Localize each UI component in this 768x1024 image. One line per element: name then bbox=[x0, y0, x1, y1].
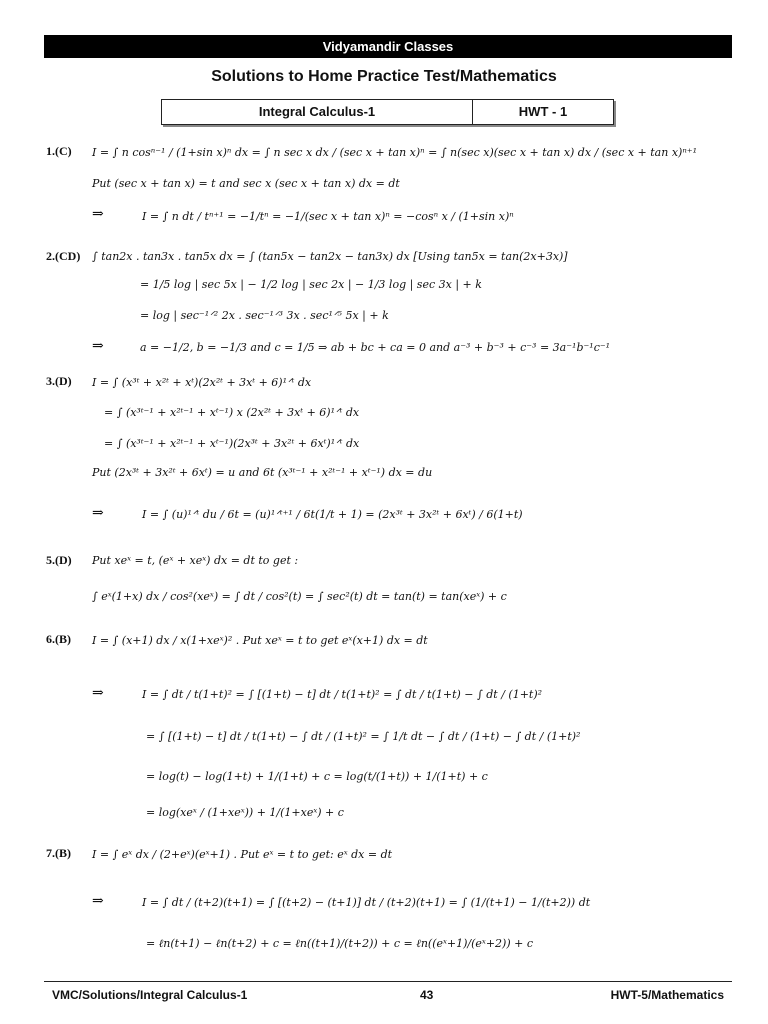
math-line: = log(xeˣ / (1+xeˣ)) + 1/(1+xeˣ) + c bbox=[146, 806, 344, 819]
math-line: I = ∫ eˣ dx / (2+eˣ)(eˣ+1) . Put eˣ = t to get: eˣ dx = dt bbox=[92, 848, 393, 861]
implies-arrow: ⇒ bbox=[92, 893, 104, 909]
math-line: I = ∫ dt / t(1+t)² = ∫ [(1+t) − t] dt / t(1+t)² = ∫ dt / t(1+t) − ∫ dt / (1+t)² bbox=[142, 688, 543, 701]
math-line: ∫ eˣ(1+x) dx / cos²(xeˣ) = ∫ dt / cos²(t) = ∫ sec²(t) dt = tan(t) = tan(xeˣ) + c bbox=[92, 590, 507, 603]
math-line: I = ∫ n dt / tⁿ⁺¹ = −1/tⁿ = −1/(sec x + tan x)ⁿ = −cosⁿ x / (1+sin x)ⁿ bbox=[142, 210, 514, 223]
implies-arrow: ⇒ bbox=[92, 685, 104, 701]
problem-number: 1.(C) bbox=[46, 144, 72, 158]
math-line: I = ∫ n cosⁿ⁻¹ / (1+sin x)ⁿ dx = ∫ n sec x dx / (sec x + tan x)ⁿ = ∫ n(sec x)(sec x + tan x) dx / (sec x + tan x)ⁿ⁺¹ bbox=[92, 146, 697, 159]
header-bar bbox=[44, 35, 732, 58]
problem-number: 3.(D) bbox=[46, 374, 72, 388]
math-line: a = −1/2, b = −1/3 and c = 1/5 ⇒ ab + bc + ca = 0 and a⁻³ + b⁻³ + c⁻³ = 3a⁻¹b⁻¹c⁻¹ bbox=[140, 341, 611, 354]
topic-name: Integral Calculus-1 bbox=[162, 100, 473, 124]
math-line: ∫ tan2x . tan3x . tan5x dx = ∫ (tan5x − tan2x − tan3x) dx [Using tan5x = tan(2x+3x)] bbox=[92, 250, 568, 263]
math-line: I = ∫ dt / (t+2)(t+1) = ∫ [(t+2) − (t+1)] dt / (t+2)(t+1) = ∫ (1/(t+1) − 1/(t+2)) dt bbox=[142, 896, 591, 909]
math-line: = ∫ (x³ᵗ⁻¹ + x²ᵗ⁻¹ + xᵗ⁻¹) x (2x²ᵗ + 3xᵗ + 6)¹ᐟᵗ dx bbox=[104, 406, 360, 419]
topic-box bbox=[161, 99, 614, 125]
footer-left: VMC/Solutions/Integral Calculus-1 bbox=[52, 988, 248, 1002]
implies-arrow: ⇒ bbox=[92, 206, 104, 222]
implies-arrow: ⇒ bbox=[92, 505, 104, 521]
math-line: Put (2x³ᵗ + 3x²ᵗ + 6xᵗ) = u and 6t (x³ᵗ⁻¹ + x²ᵗ⁻¹ + xᵗ⁻¹) dx = du bbox=[92, 466, 433, 479]
math-line: = ℓn(t+1) − ℓn(t+2) + c = ℓn((t+1)/(t+2)) + c = ℓn((eˣ+1)/(eˣ+2)) + c bbox=[146, 937, 533, 950]
problem-number: 6.(B) bbox=[46, 632, 71, 646]
page-number: 43 bbox=[420, 988, 434, 1002]
problem-number: 2.(CD) bbox=[46, 249, 81, 263]
math-line: = 1/5 log | sec 5x | − 1/2 log | sec 2x | − 1/3 log | sec 3x | + k bbox=[140, 278, 482, 291]
math-line: I = ∫ (x³ᵗ + x²ᵗ + xᵗ)(2x²ᵗ + 3xᵗ + 6)¹ᐟᵗ dx bbox=[92, 376, 312, 389]
math-line: Put (sec x + tan x) = t and sec x (sec x + tan x) dx = dt bbox=[92, 177, 400, 190]
institute-name: Vidyamandir Classes bbox=[322, 39, 454, 54]
math-line: I = ∫ (x+1) dx / x(1+xeˣ)² . Put xeˣ = t to get eˣ(x+1) dx = dt bbox=[92, 634, 428, 647]
footer-right: HWT-5/Mathematics bbox=[610, 988, 724, 1002]
problem-number: 5.(D) bbox=[46, 553, 72, 567]
implies-arrow: ⇒ bbox=[92, 338, 104, 354]
page-title: Solutions to Home Practice Test/Mathematics bbox=[211, 68, 557, 85]
math-line: = ∫ [(1+t) − t] dt / t(1+t) − ∫ dt / (1+t)² = ∫ 1/t dt − ∫ dt / (1+t) − ∫ dt / (1+t)² bbox=[146, 730, 581, 743]
footer-divider bbox=[44, 981, 732, 982]
math-line: = ∫ (x³ᵗ⁻¹ + x²ᵗ⁻¹ + xᵗ⁻¹)(2x³ᵗ + 3x²ᵗ + 6xᵗ)¹ᐟᵗ dx bbox=[104, 437, 360, 450]
math-line: Put xeˣ = t, (eˣ + xeˣ) dx = dt to get : bbox=[92, 554, 299, 567]
math-line: I = ∫ (u)¹ᐟᵗ du / 6t = (u)¹ᐟᵗ⁺¹ / 6t(1/t + 1) = (2x³ᵗ + 3x²ᵗ + 6xᵗ) / 6(1+t) bbox=[142, 508, 523, 521]
math-line: = log | sec⁻¹ᐟ² 2x . sec⁻¹ᐟ³ 3x . sec¹ᐟ⁵ 5x | + k bbox=[140, 309, 389, 322]
test-code: HWT - 1 bbox=[518, 104, 568, 119]
math-line: = log(t) − log(1+t) + 1/(1+t) + c = log(t/(1+t)) + 1/(1+t) + c bbox=[146, 770, 488, 783]
problem-number: 7.(B) bbox=[46, 846, 71, 860]
